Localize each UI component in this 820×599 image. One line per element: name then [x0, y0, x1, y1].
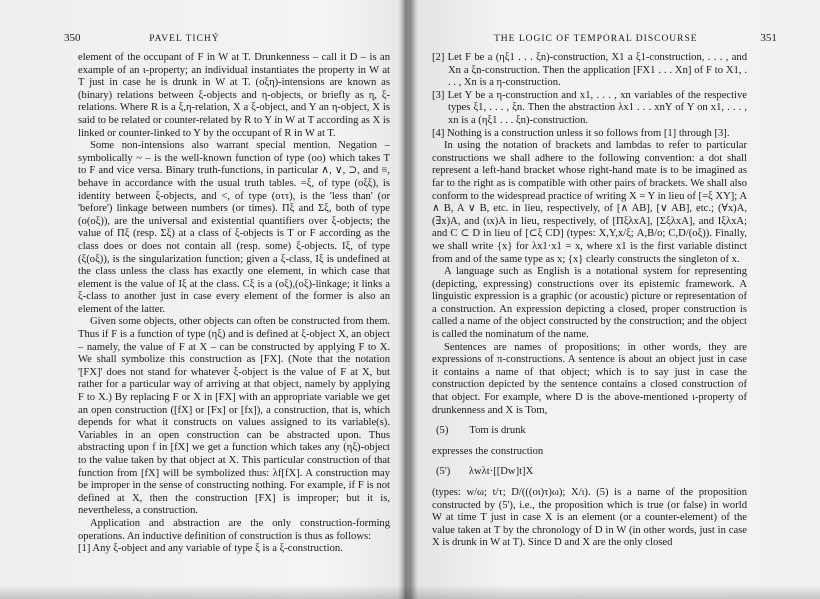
right-page-number: 351: [760, 32, 777, 44]
page-bottom-shadow: [0, 585, 820, 599]
example-5: [432, 425, 747, 438]
left-paragraph-4: Application and abstraction are the only construction-forming operations. An inductive definition of construction is thus as follows:: [78, 517, 390, 542]
left-page-text: [78, 52, 390, 556]
left-paragraph-1: element of the occupant of F in W at T. Drunkenness – call it D – is an example of an ι-property; an individual instantiates the property in W at T just in case he is drunk in W at T. (oξη)-intensions are known as (binary) relations between ξ-objects and η-objects, or briefly as η, ξ-relations. Where R is a ξ,η-relation, X a ξ-object, and Y an η-object, X is said to be related or counter-related by R to Y in W at T according as X is linked or counter-linked to Y by the occupant of R in W at T.: [78, 52, 390, 139]
example-5-prime-label: (5'): [436, 466, 451, 478]
right-item-2: [2] Let F be a (ηξ1 . . . ξn)-construction, X1 a ξ1-construction, . . . , and Xn a ξn-construction. Then the application [FX1 . . . Xn] of F to X1, . . . , Xn is a η-construction.: [432, 52, 747, 89]
right-paragraph-2: A language such as English is a notational system for representing (depicting, expressing) constructions over its epistemic framework. A linguistic expression is a graphic (or acoustic) picture or representation of a construction. An expression depicting a closed, proper construction is called a name of the object constructed by the construction; and the object is called the nominatum of the name.: [432, 266, 747, 341]
right-paragraph-1: In using the notation of brackets and lambdas to refer to particular constructions we shall adhere to the following convention: a dot shall represent a left-hand bracket whose right-hand mate is to be imagined as far to the right as is compatible with other pairs of brackets. We shall also conform to the widespread practice of writing X = Y in lieu of [=ξ XY]; A ∧ B, A ∨ B, etc. in lieu, respectively, of [∧ AB], [∨ AB], etc.; (∀x)A, (∃x)A, and (ιx)A in lieu, respectively, of [ΠξλxA], [ΣξλxA], and IξλxA; and C ⊂ D in lieu of [⊂ξ CD] (types: X,Y,x/ξ; A,B/o; C,D/(oξ)). Finally, we shall write {x} for λx1·x1 = x, where x1 is the first variable distinct from and of the same type as x; {x} clearly constructs the singleton of x.: [432, 140, 747, 265]
expresses-line: expresses the construction: [432, 445, 544, 457]
example-5-prime-text: λwλt·[[Dw]t]X: [468, 466, 534, 478]
left-page-number: 350: [64, 32, 81, 44]
right-page-text: [432, 52, 747, 550]
right-header: [494, 32, 777, 44]
example-5-label: (5): [436, 425, 449, 437]
example-5-text: Tom is drunk: [469, 425, 526, 437]
right-paragraph-3: Sentences are names of propositions; in other words, they are expressions of π-constructions. A sentence is about an object just in case it contains a name of that object; which is to say just in case the construction depicted by the sentence contains a closed construction of that object. For example, where D is the above-mentioned ι-property of drunkenness and X is Tom,: [432, 341, 747, 416]
left-item-1: [1] Any ξ-object and any variable of type ξ is a ξ-construction.: [78, 543, 343, 555]
example-5-prime: [432, 466, 747, 479]
left-header: [64, 32, 220, 44]
left-paragraph-2: Some non-intensions also warrant special mention. Negation – symbolically ~ – is the well-known function of type (oo) which takes T to F and vice versa. Binary truth-functions, in particular ∧, ∨, ⊃, and ≡, behave in accordance with the usual truth tables. =ξ, of type (oξξ), is identity between ξ-objects, and <, of type (oττ), is the 'less than' (or 'before') linkage between numbers (or times). Πξ and Σξ, both of type (o(oξ)), are the universal and existential quantifiers over ξ-objects; the value of Πξ (resp. Σξ) at a class of ξ-objects is T or F according as the class does or does not contain all (resp. some) ξ-objects. Iξ, of type (ξ(oξ)), is the singularization function; given a ξ-class, Iξ is undefined at the class unless the class has exactly one element, in which case that element is the value of Iξ at the class. Cξ is a (oξ),(oξ)-linkage; it links a ξ-class to another just in case every element of the former is also an element of the latter.: [78, 140, 390, 315]
right-running-head: THE LOGIC OF TEMPORAL DISCOURSE: [494, 34, 698, 44]
left-paragraph-3: Given some objects, other objects can often be constructed from them. Thus if F is a function of type (ηξ) and is defined at ξ-object X, an object – namely, the value of F at X – can be constructed by applying F to X. We shall symbolize this construction as [FX]. (Note that the notation '[FX]' does not stand for whatever ξ-object is the value of F at X, but rather for a particular way of arriving at that object, namely by applying F to X.) By replacing F or X in [FX] with an appropriate variable we get an open construction ([fX] or [Fx] or [fx]), a construction, that is, which depends for what it constructs on values assigned to its variable(s). Variables in an open construction can be abstracted upon. Thus abstracting upon f in [fX] we get a function which takes any (ηξ)-object to the value taken by that object at X. This particular construction of that function from [fX] will be symbolized thus: λf[fX]. A construction may be improper in the sense of constructing nothing. For example, if F is not defined at X, then the construction [FX] is improper; but it is, nevertheless, a construction.: [78, 316, 390, 517]
right-page: [412, 0, 820, 599]
right-item-4: [4] Nothing is a construction unless it so follows from [1] through [3].: [432, 127, 730, 139]
right-item-3: [3] Let Y be a η-construction and x1, . . . , xn variables of the respective types ξ1, . . . , ξn. Then the abstraction λx1 . . . xnY of Y on x1, . . . , xn is a (ηξ1 . . . ξn)-construction.: [432, 89, 747, 126]
left-running-head: PAVEL TICHÝ: [149, 34, 220, 44]
left-page: [0, 0, 405, 599]
right-final-paragraph: (types: w/ω; t/τ; D/(((oι)τ)ω); X/ι). (5) is a name of the proposition constructed by (5'), i.e., the proposition which is true (or false) in world W at time T just in case X is an element (or a counter-element) of the value taken at T by the chronology of D in W (in other words, just in case X is drunk in W at T). Since D and X are the only closed: [432, 487, 747, 549]
